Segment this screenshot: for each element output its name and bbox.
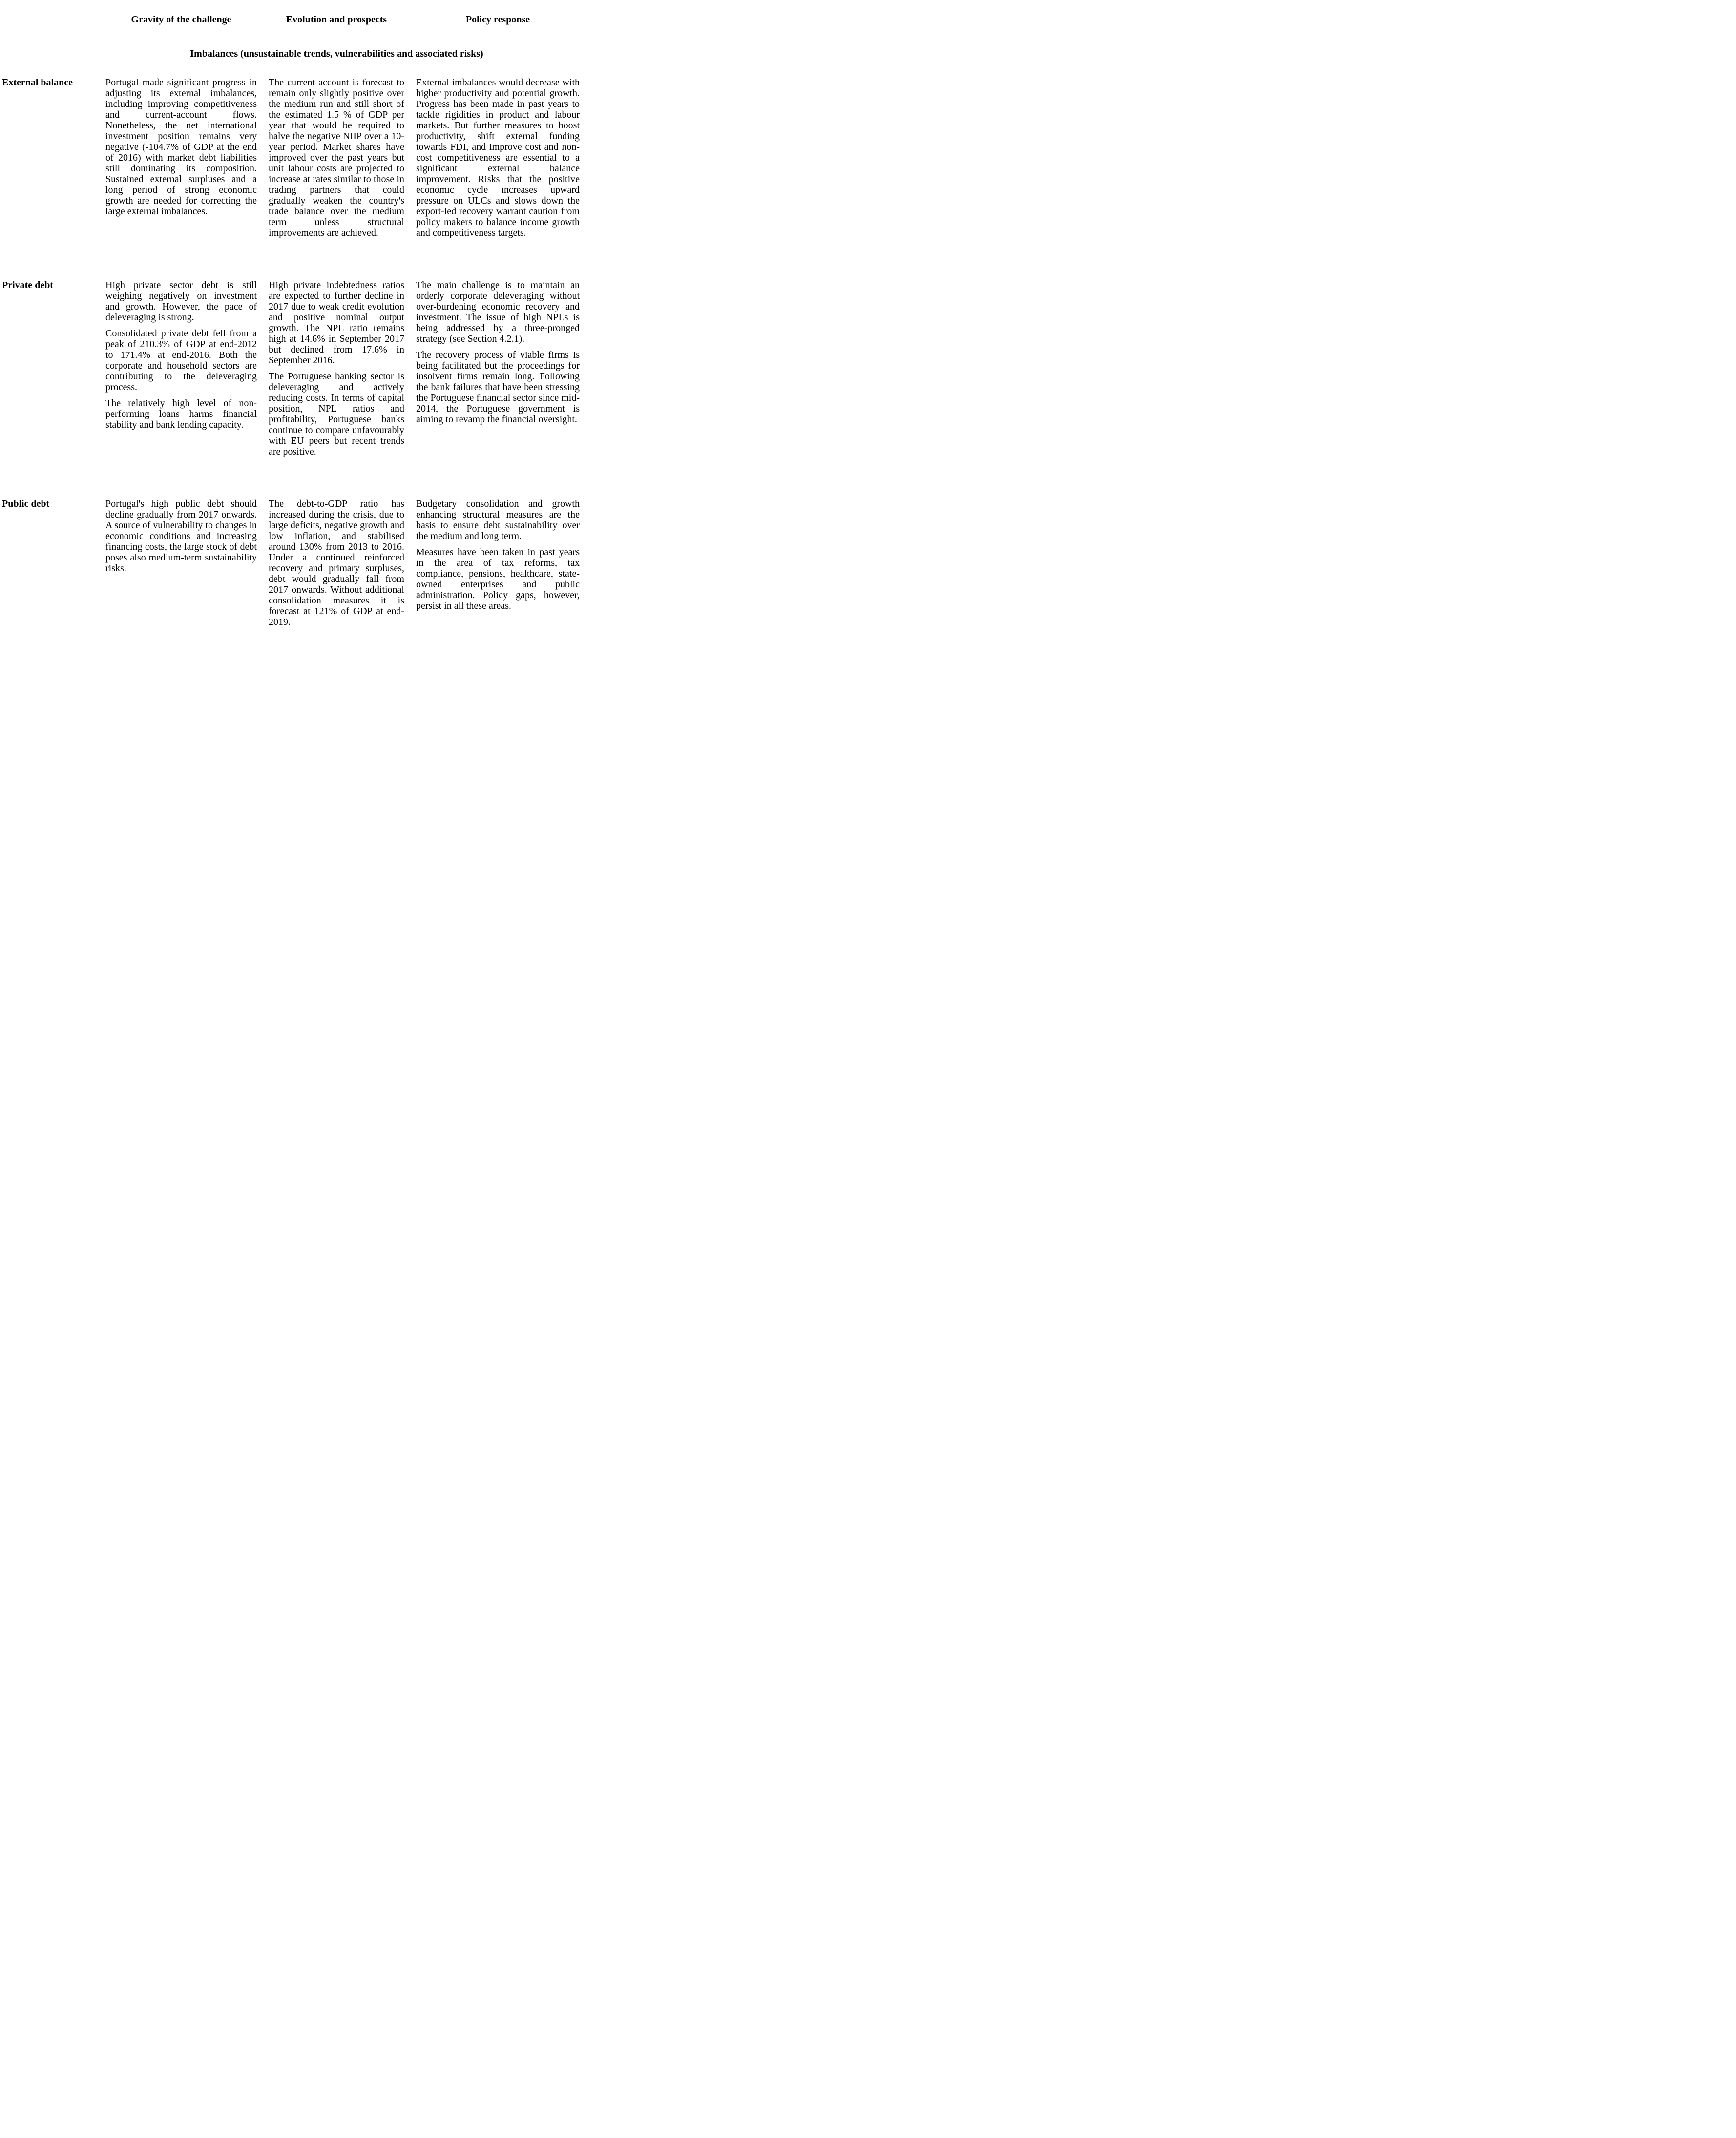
cell-external-balance-evolution <box>269 77 404 238</box>
paragraph: The current account is forecast to remain only slightly positive over the medium run and still short of the estimated 1.5 % of GDP per year that would be required to halve the negative NIIP over a 10-year period. Market shares have improved over the past years but unit labour costs are projected to increase at rates similar to those in trading partners that could gradually weaken the country's trade balance over the medium term unless structural improvements are achieved. <box>269 77 404 238</box>
paragraph: The recovery process of viable firms is being facilitated but the proceedings for insolvent firms remain long. Following the bank failures that have been stressing the Portuguese financial sector since mid-2014, the Portuguese government is aiming to revamp the financial oversight. <box>416 350 580 425</box>
section-title-imbalances: Imbalances (unsustainable trends, vulnerabilities and associated risks) <box>190 48 483 59</box>
paragraph: Portugal's high public debt should decline gradually from 2017 onwards. A source of vulnerability to changes in economic conditions and increasing financing costs, the large stock of debt poses also medium-term sustainability risks. <box>105 498 257 574</box>
row-label-public-debt: Public debt <box>2 498 50 509</box>
document-page <box>0 0 579 713</box>
table-row-public-debt <box>2 498 579 627</box>
row-label-private-debt: Private debt <box>2 280 53 291</box>
paragraph: The relatively high level of non-performing loans harms financial stability and bank lending capacity. <box>105 398 257 430</box>
table-header-row <box>2 14 579 25</box>
paragraph: External imbalances would decrease with higher productivity and potential growth. Progress has been made in past years to tackle rigidities in product and labour markets. But further measures to boost productivity, shift external funding towards FDI, and improve cost and non-cost competitiveness are essential to a significant external balance improvement. Risks that the positive economic cycle increases upward pressure on ULCs and slows down the export-led recovery warrant caution from policy makers to balance income growth and competitiveness targets. <box>416 77 580 238</box>
paragraph: The debt-to-GDP ratio has increased during the crisis, due to large deficits, negative growth and low inflation, and stabilised around 130% from 2013 to 2016. Under a continued reinforced recovery and primary surpluses, debt would gradually fall from 2017 onwards. Without additional consolidation measures it is forecast at 121% of GDP at end-2019. <box>269 498 404 627</box>
column-header-evolution: Evolution and prospects <box>286 14 387 25</box>
paragraph: High private indebtedness ratios are expected to further decline in 2017 due to weak credit evolution and positive nominal output growth. The NPL ratio remains high at 14.6% in September 2017 but declined from 17.6% in September 2016. <box>269 280 404 366</box>
cell-external-balance-gravity <box>105 77 257 238</box>
cell-public-debt-gravity <box>105 498 257 627</box>
table-row-private-debt <box>2 280 579 457</box>
paragraph: The Portuguese banking sector is deleveraging and actively reducing costs. In terms of capital position, NPL ratios and profitability, Portuguese banks continue to compare unfavourably with EU peers but recent trends are positive. <box>269 371 404 457</box>
cell-private-debt-gravity <box>105 280 257 457</box>
cell-private-debt-policy <box>416 280 580 457</box>
cell-external-balance-policy <box>416 77 580 238</box>
paragraph: Portugal made significant progress in adjusting its external imbalances, including improving competitiveness and current-account flows. Nonetheless, the net international investment position remains very negative (-104.7% of GDP at the end of 2016) with market debt liabilities still dominating its composition. Sustained external surpluses and a long period of strong economic growth are needed for correcting the large external imbalances. <box>105 77 257 217</box>
paragraph: Consolidated private debt fell from a peak of 210.3% of GDP at end-2012 to 171.4% at end-2016. Both the corporate and household sectors are contributing to the deleveraging process. <box>105 328 257 393</box>
paragraph: The main challenge is to maintain an orderly corporate deleveraging without over-burdening economic recovery and investment. The issue of high NPLs is being addressed by a three-pronged strategy (see Section 4.2.1). <box>416 280 580 344</box>
table-row-external-balance <box>2 77 579 238</box>
paragraph: High private sector debt is still weighing negatively on investment and growth. However, the pace of deleveraging is strong. <box>105 280 257 323</box>
header-spacer <box>2 14 94 25</box>
cell-private-debt-evolution <box>269 280 404 457</box>
row-label-external-balance: External balance <box>2 77 73 88</box>
column-header-policy: Policy response <box>465 14 530 25</box>
column-header-gravity: Gravity of the challenge <box>131 14 231 25</box>
paragraph: Measures have been taken in past years in the area of tax reforms, tax compliance, pensions, healthcare, state-owned enterprises and public administration. Policy gaps, however, persist in all these areas. <box>416 547 580 611</box>
paragraph: Budgetary consolidation and growth enhancing structural measures are the basis to ensure debt sustainability over the medium and long term. <box>416 498 580 541</box>
cell-public-debt-evolution <box>269 498 404 627</box>
cell-public-debt-policy <box>416 498 580 627</box>
